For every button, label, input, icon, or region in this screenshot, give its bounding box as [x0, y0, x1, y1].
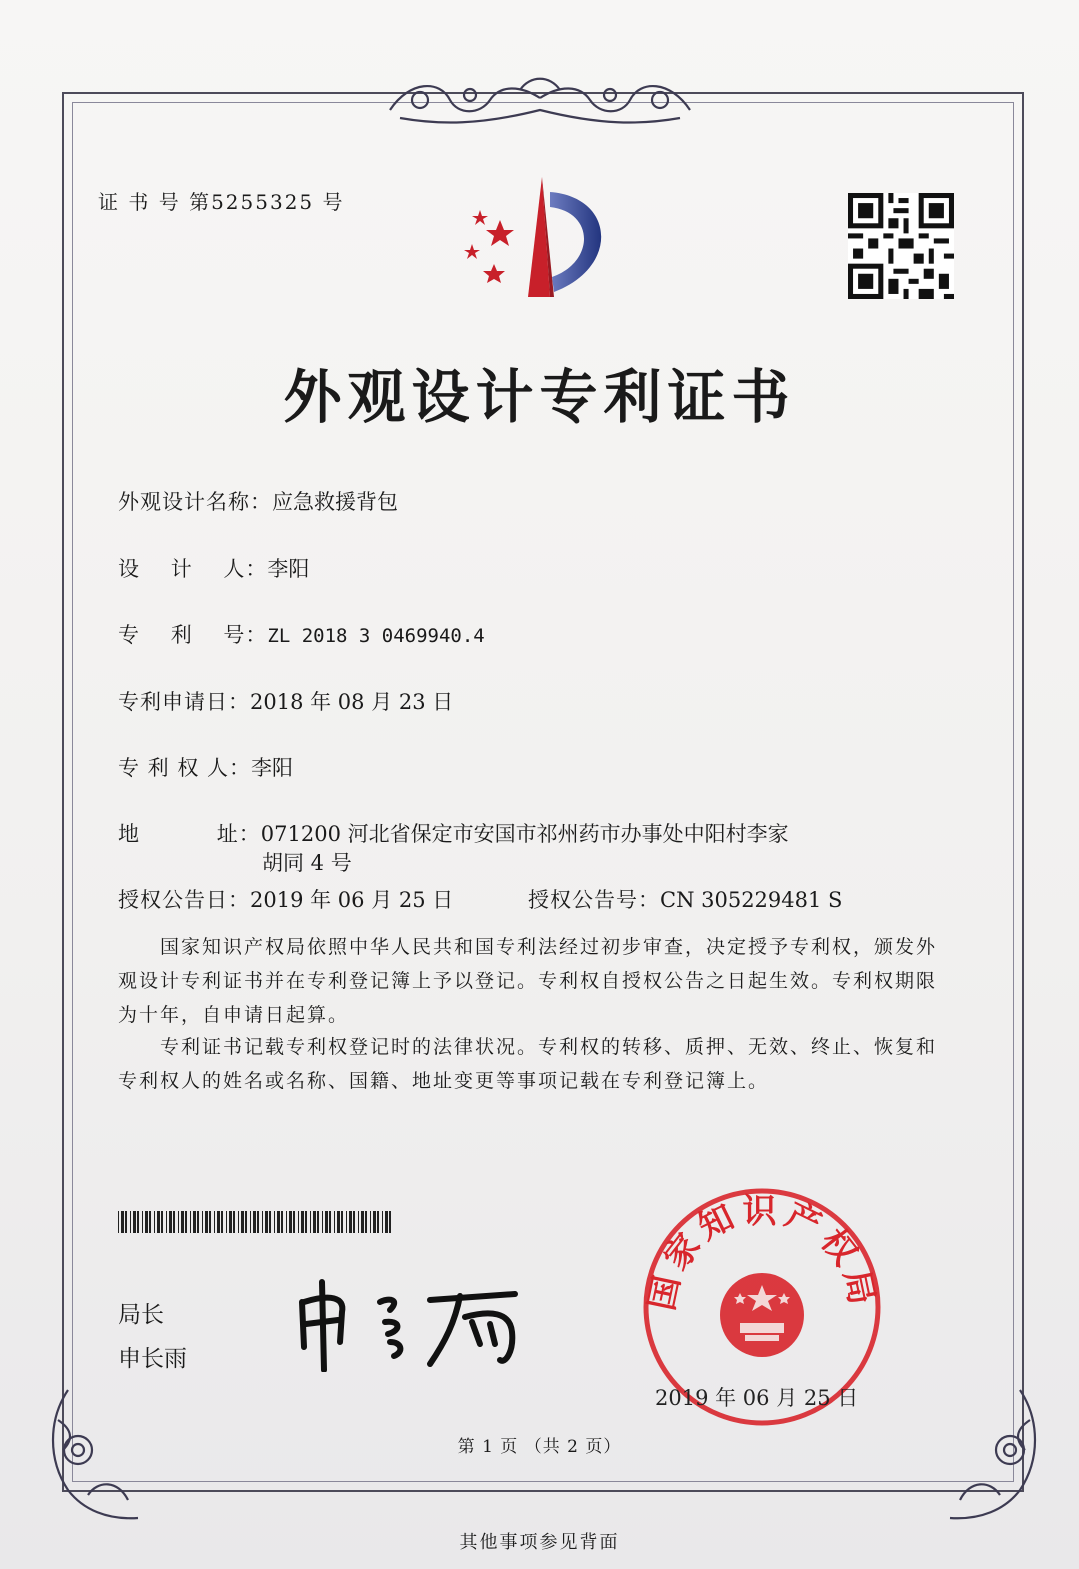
patent-office-logo-icon	[450, 172, 625, 307]
back-note: 其他事项参见背面	[459, 1532, 620, 1553]
director-title: 局长	[118, 1302, 164, 1328]
patentee-label: 专 利 权 人：	[118, 756, 252, 780]
svg-text:国家知识产权局: 国家知识产权局	[641, 1191, 884, 1314]
qr-code-icon	[848, 193, 954, 299]
address-label: 地 址：	[118, 822, 261, 846]
grant-date-row	[118, 884, 453, 914]
address-value-line1: 071200 河北省保定市安国市祁州药市办事处中阳村李家	[260, 822, 789, 846]
designer-row	[118, 553, 309, 583]
page-title: 外观设计专利证书	[283, 363, 796, 431]
patentee-value: 李阳	[251, 756, 294, 780]
patent-number-label: 专 利 号：	[118, 623, 268, 647]
filing-date-row	[118, 686, 453, 716]
grant-date-value: 2019 年 06 月 25 日	[250, 888, 454, 912]
patent-number-row	[118, 619, 485, 649]
body-paragraph-1: 国家知识产权局依照中华人民共和国专利法经过初步审查，决定授予专利权，颁发外观设计专利证书并在专利登记簿上予以登记。专利权自授权公告之日起生效。专利权期限为十年，自申请日起算。	[118, 936, 938, 1026]
seal-date: 2019 年 06 月 25 日	[655, 1386, 859, 1410]
grant-number-value: CN 305229481 S	[660, 888, 843, 912]
patentee-row	[118, 752, 293, 782]
filing-date-value: 2018 年 08 月 23 日	[250, 690, 454, 714]
top-ornament-icon	[380, 70, 700, 130]
address-line2: 胡同 4 号	[262, 851, 352, 875]
design-name-row	[118, 486, 398, 516]
patent-number-value: ZL 2018 3 0469940.4	[267, 625, 485, 647]
designer-label: 设 计 人：	[118, 557, 268, 581]
address-row	[118, 818, 789, 848]
grant-number-row	[528, 884, 842, 914]
filing-date-label: 专利申请日：	[118, 690, 250, 714]
grant-number-label: 授权公告号：	[528, 888, 660, 912]
design-name-label: 外观设计名称：	[118, 490, 272, 514]
barcode-icon	[118, 1211, 394, 1233]
designer-value: 李阳	[267, 557, 310, 581]
director-name: 申长雨	[118, 1346, 187, 1372]
design-name-value: 应急救援背包	[272, 490, 398, 514]
page-number: 第 1 页 （共 2 页）	[457, 1437, 622, 1457]
director-signature-icon	[290, 1272, 540, 1372]
grant-date-label: 授权公告日：	[118, 888, 250, 912]
certificate-number: 证 书 号 第5255325 号	[98, 190, 345, 214]
body-paragraph-2: 专利证书记载专利权登记时的法律状况。专利权的转移、质押、无效、终止、恢复和专利权人的姓名或名称、国籍、地址变更等事项记载在专利登记簿上。	[118, 1036, 938, 1092]
